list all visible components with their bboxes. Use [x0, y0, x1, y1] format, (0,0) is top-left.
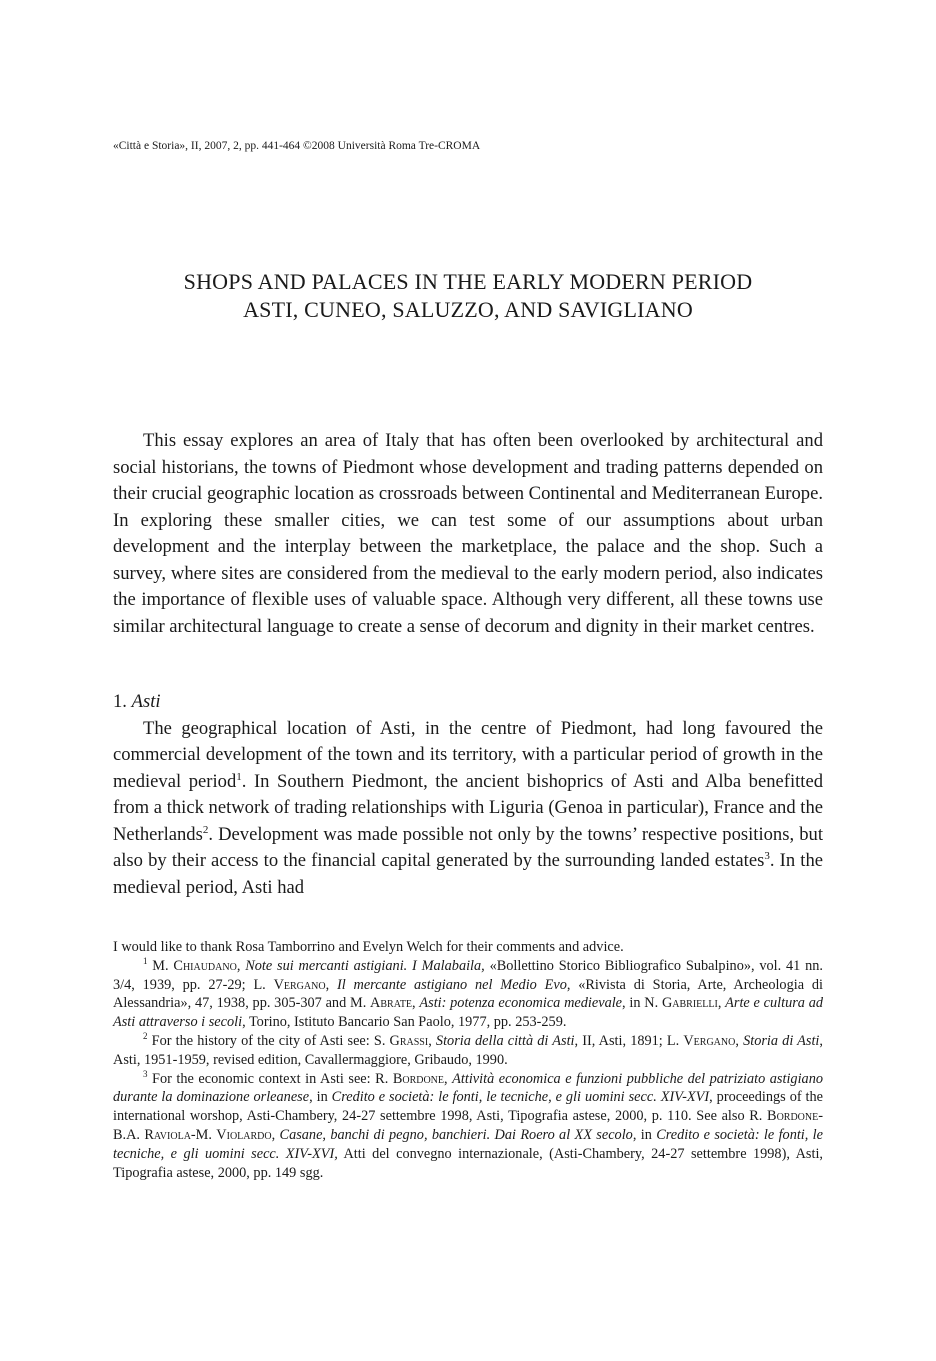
note-text: , Asti, 1951-1959, revised edition, Cavallermaggiore, Gribaudo, 1990. [113, 1032, 823, 1068]
article-title [113, 268, 823, 324]
work-title: Il mercante astigiano nel Medio Evo [336, 976, 567, 993]
note-text: , in N. [622, 995, 662, 1012]
work-title: Casane, banchi di pegno, banchieri. Dai Roero al XX secolo [279, 1126, 633, 1143]
footnotes [113, 938, 823, 1182]
intro-section [113, 428, 823, 640]
author-name: Bordone [767, 1108, 819, 1125]
paragraph-text-4: . In the medieval period, Asti had [113, 850, 823, 898]
author-name: Violardo [216, 1126, 272, 1143]
note-text: , proceedings of the international worshop, Asti-Chambery, 24-27 settembre 1998, Asti, Tipografia astese, 2000, p. 110. See also R. [113, 1089, 824, 1125]
author-name: Vergano [683, 1032, 736, 1049]
author-name: Abrate [370, 995, 413, 1012]
paragraph-text-1: The geographical location of Asti, in the centre of Piedmont, had long favoured the commercial development of the town and its territory, with a particular period of growth in the medieval period [113, 717, 823, 792]
note-text: , II, Asti, 1891; L. [574, 1032, 684, 1049]
author-name: Vergano [273, 976, 326, 993]
note-text: , in [632, 1126, 657, 1143]
journal-citation: «Città e Storia», II, 2007, 2, pp. 441-464 ©2008 Università Roma Tre-CROMA [113, 140, 481, 152]
note-text: , [735, 1032, 744, 1049]
work-title: Storia di Asti [743, 1032, 820, 1049]
author-name: Chiaudano [173, 957, 237, 974]
author-name: Gabrielli [661, 995, 718, 1012]
section-paragraph [113, 716, 823, 902]
footnote-2 [113, 1032, 823, 1070]
note-text: , in [309, 1089, 332, 1106]
note-text: , [236, 957, 246, 974]
footnote-number-2: 2 [143, 1031, 148, 1042]
section-heading [113, 689, 823, 716]
work-title: Note sui mercanti astigiani. I Malabaila, [245, 957, 485, 974]
author-name: Bordone [392, 1070, 445, 1087]
note-text: , [271, 1126, 280, 1143]
footnote-ref-3[interactable]: 3 [764, 849, 770, 862]
footnote-ref-2[interactable]: 2 [202, 823, 209, 836]
work-title: Credito e società: le fonti, le tecniche, e gli uomini secc. XIV-XVI [331, 1089, 710, 1106]
author-name: Grassi [389, 1032, 429, 1049]
work-title: Storia della città di Asti [435, 1032, 575, 1049]
note-text: -M. [190, 1126, 217, 1143]
note-text: , [444, 1070, 453, 1087]
work-title: Credito e società: le fonti, le tecniche, e gli uomini secc. XIV-XVI, [113, 1126, 824, 1162]
work-title: Asti: potenza economica medievale [419, 995, 623, 1012]
acknowledgement-note: I would like to thank Rosa Tamborrino and Evelyn Welch for their comments and advice. [113, 939, 624, 955]
note-text: «Bollettino Storico Bibliografico Subalpino», vol. 41 nn. 3/4, 1939, pp. 27-29; L. [113, 957, 824, 993]
footnote-1 [113, 957, 823, 1032]
work-title: Attività economica e funzioni pubbliche del patriziato astigiano durante la dominazione orleanese [113, 1070, 824, 1106]
note-text: , [428, 1032, 436, 1049]
section-asti [113, 689, 823, 901]
note-text: , «Rivista di Storia, Arte, Archeologia di Alessandria», 47, 1938, pp. 305-307 and M. [113, 976, 823, 1012]
section-number: 1. [113, 691, 127, 712]
author-name: Raviola [144, 1126, 191, 1143]
footnote-number-3: 3 [143, 1068, 148, 1079]
section-name: Asti [131, 691, 161, 712]
title-line-1: SHOPS AND PALACES IN THE EARLY MODERN PERIOD [183, 269, 753, 294]
note-text: M. [147, 957, 174, 974]
note-text: , [412, 995, 420, 1012]
paragraph-text-3: . Development was made possible not only by the towns’ respective positions, but also by their access to the financial capital generated by the surrounding landed estates [113, 823, 823, 871]
note-text: For the history of the city of Asti see: S. [147, 1032, 390, 1049]
footnote-ref-1[interactable]: 1 [236, 770, 242, 783]
footnote-number-1: 1 [143, 956, 148, 967]
paragraph-text-2: . In Southern Piedmont, the ancient bishoprics of Asti and Alba benefitted from a thick network of trading relationships with Liguria (Genoa in particular), France and the Netherlands [113, 770, 824, 845]
note-text: -B.A. [113, 1108, 823, 1143]
note-text: For the economic context in Asti see: R. [147, 1070, 393, 1087]
note-text: , [717, 995, 726, 1012]
note-text: , Torino, Istituto Bancario San Paolo, 1977, pp. 253-259. [242, 1014, 567, 1031]
note-text: Atti del convegno internazionale, (Asti-Chambery, 24-27 settembre 1998), Asti, Tipografia astese, 2000, pp. 149 sgg. [113, 1145, 823, 1181]
footnote-3 [113, 1070, 823, 1183]
note-text: , [325, 976, 337, 993]
intro-paragraph: This essay explores an area of Italy that has often been overlooked by architectural and social historians, the towns of Piedmont whose development and trading patterns depended on their crucial geographic location as crossroads between Continental and Mediterranean Europe. In exploring these smaller cities, we can test some of our assumptions about urban development and the interplay between the marketplace, the palace and the shop. Such a survey, where sites are considered from the medieval to the early modern period, also indicates the importance of flexible uses of valuable space. Although very different, all these towns use similar architectural language to create a sense of decorum and dignity in their market centres. [113, 430, 823, 637]
work-title: Arte e cultura ad Asti attraverso i secoli [113, 995, 824, 1031]
title-line-2: ASTI, CUNEO, SALUZZO, AND SAVIGLIANO [243, 297, 693, 322]
